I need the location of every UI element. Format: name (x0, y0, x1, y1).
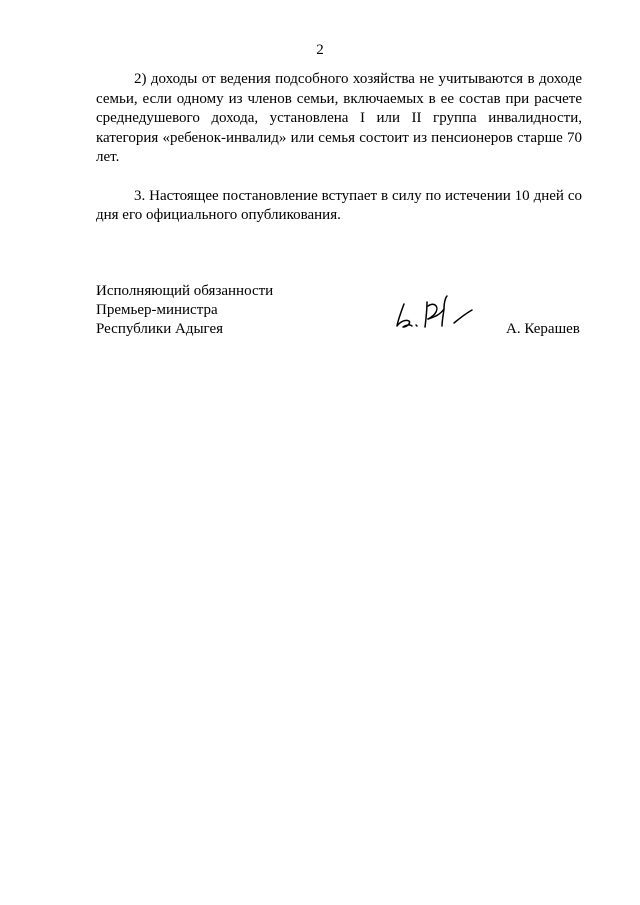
page-number: 2 (316, 42, 324, 58)
paragraph-item-3: 3. Настоящее постановление вступает в силу по истечении 10 дней со дня его официального опубликования. (96, 187, 582, 223)
handwritten-signature (392, 292, 482, 334)
signer-title-line: Исполняющий обязанности (96, 283, 274, 299)
signer-title-line: Республики Адыгея (96, 321, 224, 337)
signer-name: А. Керашев (506, 321, 580, 337)
signer-title-line: Премьер-министра (96, 302, 218, 318)
paragraph-item-2: 2) доходы от ведения подсобного хозяйства не учитываются в доходе семьи, если одному из членов семьи, включаемых в ее состав при расчете среднедушевого дохода, установлена I или II группа инвалидности, категория «ребенок-инвалид» или семья состоит из пенсионеров старше 70 лет. (96, 71, 582, 165)
signature-block (96, 282, 586, 342)
document-body (96, 70, 582, 226)
